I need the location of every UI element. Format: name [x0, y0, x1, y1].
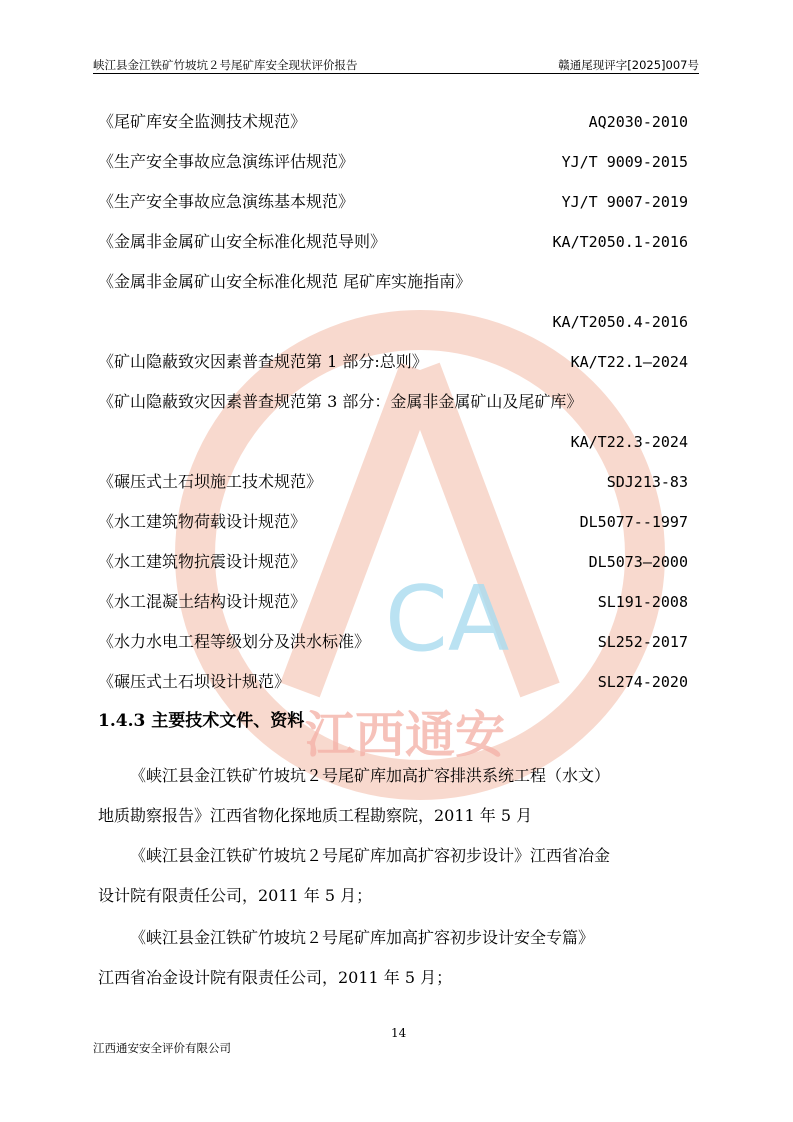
standard-title: 《水力水电工程等级划分及洪水标准》: [98, 632, 371, 651]
document-line: 江西省冶金设计院有限责任公司，2011 年 5 月；: [98, 968, 453, 987]
standard-item: [98, 189, 688, 215]
standard-item: [98, 629, 688, 655]
standard-title: 《生产安全事故应急演练评估规范》: [98, 152, 355, 171]
standard-title: 《水工建筑物抗震设计规范》: [98, 552, 307, 571]
document-line: 《峡江县金江铁矿竹坡坑２号尾矿库加高扩容初步设计安全专篇》: [130, 928, 595, 947]
standard-item: [98, 509, 688, 535]
watermark-logo-letters: CA: [385, 567, 510, 672]
document-line: 地质勘察报告》江西省物化探地质工程勘察院，2011 年 5 月: [98, 806, 533, 825]
standard-item: [98, 229, 688, 255]
page-header: [93, 55, 699, 74]
standard-title: 《金属非金属矿山安全标准化规范导则》: [98, 232, 387, 251]
standard-item: [98, 389, 688, 415]
standard-code: AQ2030-2010: [588, 113, 688, 131]
standard-item: [98, 349, 688, 375]
standard-code: KA/T2050.4-2016: [552, 313, 688, 331]
standard-title: 《矿山隐蔽致灾因素普查规范第 3 部分：金属非金属矿山及尾矿库》: [98, 392, 583, 411]
standard-code: KA/T22.1—2024: [570, 353, 688, 371]
page-number: 14: [391, 1026, 407, 1040]
standard-code: DL5073—2000: [588, 553, 688, 571]
standard-code: YJ/T 9007-2019: [561, 193, 688, 211]
watermark-stamp-text: 江西通安: [305, 706, 505, 764]
standard-item: [98, 549, 688, 575]
standard-item: [98, 429, 688, 455]
standard-code: SDJ213-83: [606, 473, 688, 491]
standard-title: 《金属非金属矿山安全标准化规范 尾矿库实施指南》: [98, 272, 472, 291]
standard-code: SL252-2017: [597, 633, 688, 651]
standard-title: 《碾压式土石坝施工技术规范》: [98, 472, 323, 491]
standard-item: [98, 589, 688, 615]
standard-title: 《水工建筑物荷载设计规范》: [98, 512, 307, 531]
standard-code: KA/T22.3-2024: [570, 433, 688, 451]
standard-item: [98, 309, 688, 335]
header-report-title: 峡江县金江铁矿竹坡坑２号尾矿库安全现状评价报告: [93, 58, 358, 72]
document-line: 《峡江县金江铁矿竹坡坑２号尾矿库加高扩容排洪系统工程（水文）: [130, 766, 611, 785]
standard-title: 《水工混凝土结构设计规范》: [98, 592, 307, 611]
standard-item: [98, 149, 688, 175]
standard-code: DL5077--1997: [579, 513, 688, 531]
standard-code: KA/T2050.1-2016: [552, 233, 688, 251]
document-line: 《峡江县金江铁矿竹坡坑２号尾矿库加高扩容初步设计》江西省冶金: [130, 846, 611, 865]
standard-code: SL191-2008: [597, 593, 688, 611]
standard-code: YJ/T 9009-2015: [561, 153, 688, 171]
standard-code: SL274-2020: [597, 673, 688, 691]
standard-title: 《尾矿库安全监测技术规范》: [98, 112, 307, 131]
section-heading: 1.4.3 主要技术文件、资料: [98, 711, 305, 731]
standard-title: 《生产安全事故应急演练基本规范》: [98, 192, 355, 211]
header-report-number: 赣通尾现评字[2025]007号: [558, 58, 699, 72]
standard-item: [98, 469, 688, 495]
document-line: 设计院有限责任公司，2011 年 5 月；: [98, 886, 373, 905]
standard-title: 《碾压式土石坝设计规范》: [98, 672, 291, 691]
standard-item: [98, 109, 688, 135]
page-footer: 江西通安安全评价有限公司: [93, 1041, 231, 1055]
standard-title: 《矿山隐蔽致灾因素普查规范第 1 部分:总则》: [98, 352, 428, 371]
standard-item: [98, 669, 688, 695]
standard-item: [98, 269, 688, 295]
